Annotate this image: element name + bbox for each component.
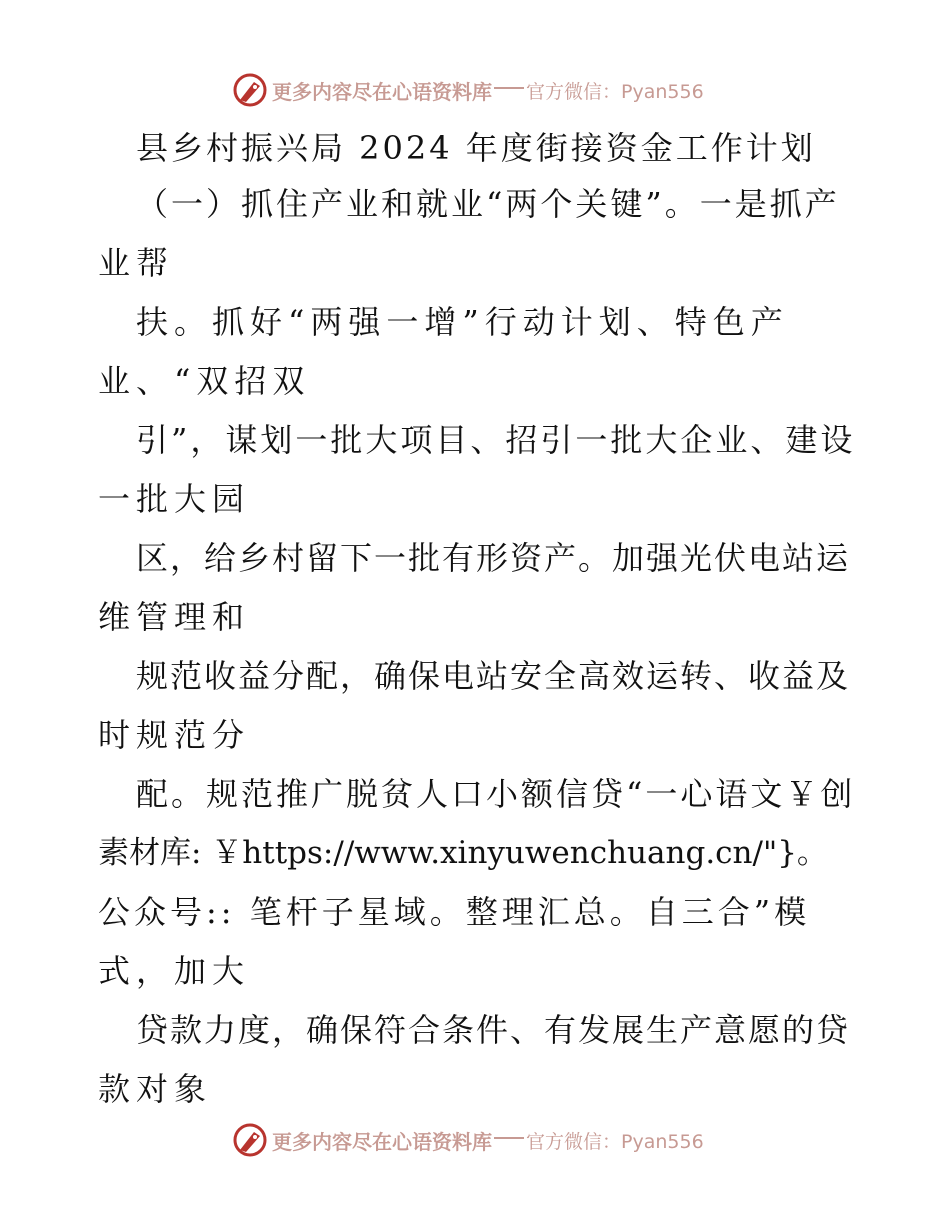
paragraph-line: 引”，谋划一批大项目、招引一批大企业、建设 [136, 421, 856, 459]
paragraph-line: 款对象 [98, 1070, 213, 1108]
header-watermark [232, 70, 704, 110]
paragraph-line: （一）抓住产业和就业“两个关键”。一是抓产 [136, 185, 840, 223]
paragraph-line: 配。规范推广脱贫人口小额信贷“一心语文￥创 [136, 775, 856, 813]
paragraph-line: 维管理和 [98, 598, 251, 636]
paragraph-line: 区，给乡村留下一批有形资产。加强光伏电站运 [136, 539, 851, 577]
watermark-dash [494, 87, 524, 89]
paragraph-line: 贷款力度，确保符合条件、有发展生产意愿的贷 [136, 1011, 851, 1049]
watermark-dash [494, 1137, 524, 1139]
paragraph-line: 素材库: ￥https://www.xinyuwenchuang.cn/"}。 [98, 835, 828, 871]
paragraph-line: 公众号:: 笔杆子星域。整理汇总。自三合”模 [98, 893, 811, 931]
paragraph-line: 业、“双招双 [98, 362, 311, 400]
watermark-wechat: 官方微信：Pyan556 [526, 1130, 704, 1153]
document-title: 县乡村振兴局 2024 年度街接资金工作计划 [136, 129, 816, 167]
watermark-text: 更多内容尽在心语资料库 [272, 1129, 492, 1154]
paragraph-line: 业帮 [98, 244, 175, 282]
paragraph-line: 时规范分 [98, 716, 251, 754]
paragraph-line: 扶。抓好“两强一增”行动计划、特色产 [136, 303, 789, 341]
watermark-wechat: 官方微信：Pyan556 [526, 80, 704, 103]
footer-watermark [232, 1120, 704, 1160]
paragraph-line: 一批大园 [98, 480, 251, 518]
pen-nib-logo-icon [232, 1122, 268, 1158]
paragraph-line: 式，加大 [98, 952, 251, 990]
paragraph-line: 规范收益分配，确保电站安全高效运转、收益及 [136, 657, 851, 695]
watermark-text: 更多内容尽在心语资料库 [272, 79, 492, 104]
pen-nib-logo-icon [232, 72, 268, 108]
